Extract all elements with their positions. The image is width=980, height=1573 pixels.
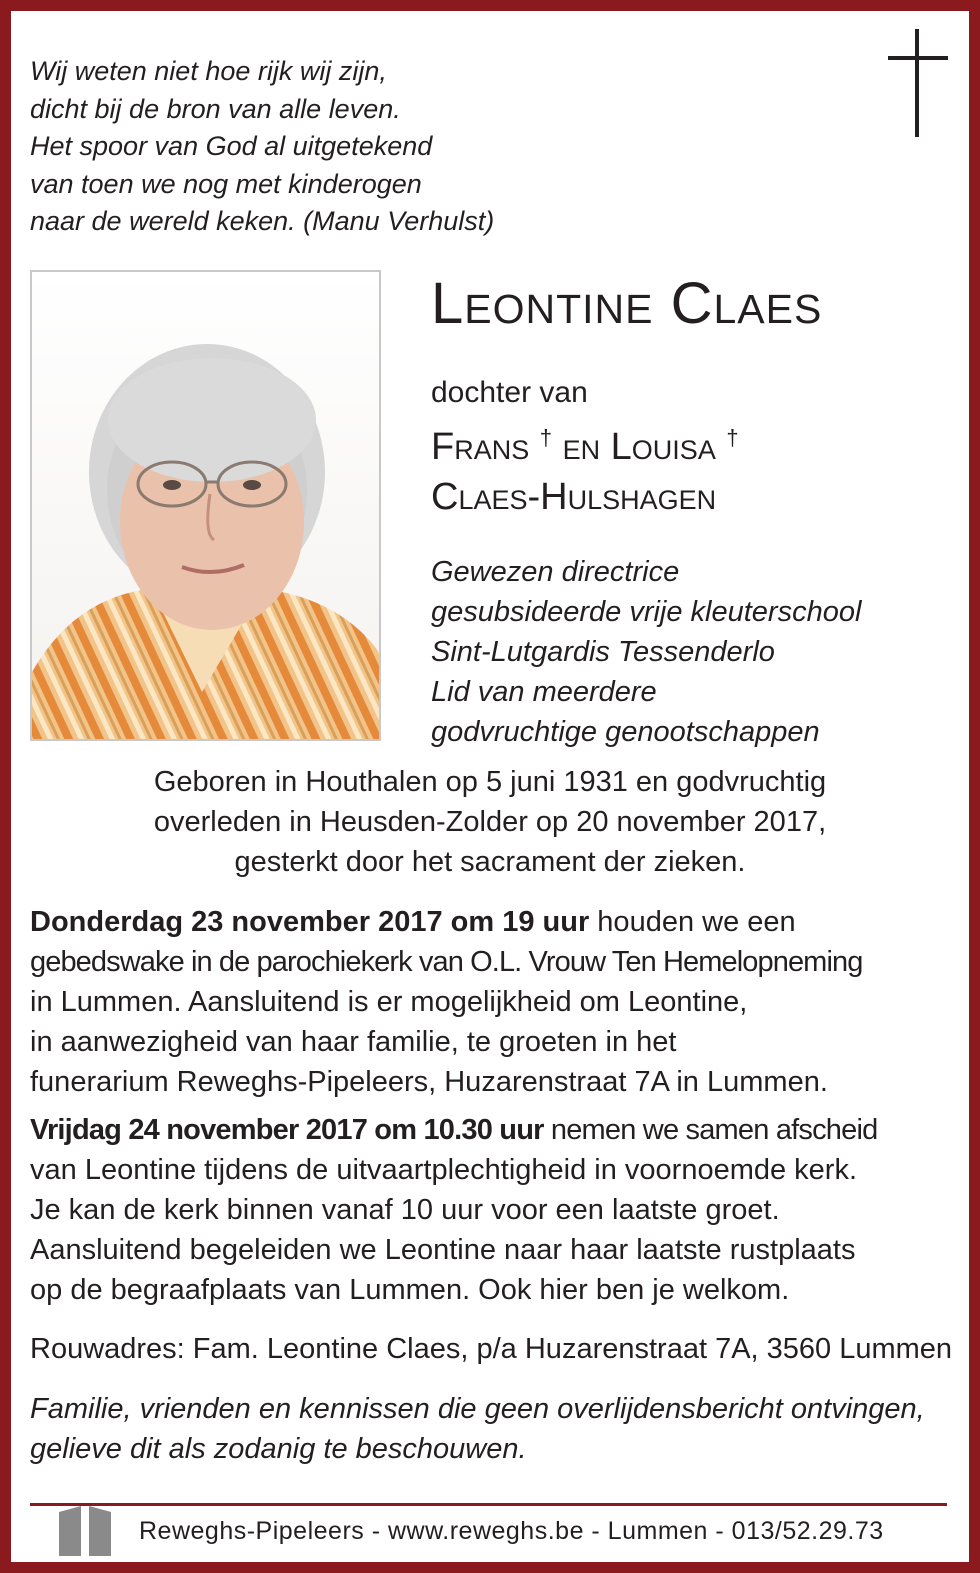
closing-note — [30, 1389, 952, 1469]
poem-line: van toen we nog met kinderogen — [30, 168, 422, 199]
funeral-home-logo-icon — [57, 1502, 113, 1558]
wake-text: funerarium Reweghs-Pipeleers, Huzarenstraat 7A in Lummen. — [30, 1066, 828, 1098]
address — [30, 1329, 952, 1369]
function-description — [431, 552, 861, 752]
parents — [431, 413, 739, 522]
funeral-text: van Leontine tijdens de uitvaartplechtigheid in voornoemde kerk. — [30, 1154, 858, 1186]
poem-line: Het spoor van God al uitgetekend — [30, 131, 433, 162]
mother-name: en Louisa — [562, 426, 716, 468]
funeral-text: nemen we samen afscheid — [543, 1114, 878, 1146]
dagger-icon: † — [726, 425, 739, 450]
wake-date: Donderdag 23 november 2017 om 19 uur — [30, 906, 590, 938]
wake-text: houden we een — [589, 906, 796, 938]
footer-divider — [30, 1503, 947, 1506]
function-line: Lid van meerdere — [431, 676, 657, 708]
function-line: Sint-Lutgardis Tessenderlo — [431, 636, 775, 668]
relation-label: dochter van — [431, 376, 588, 409]
portrait-illustration — [32, 272, 379, 739]
cross-icon — [888, 29, 948, 137]
born-line: gesterkt door het sacrament der zieken. — [234, 846, 746, 878]
wake-paragraph — [30, 902, 952, 1102]
footer-contact: Reweghs-Pipeleers - www.reweghs.be - Lummen - 013/52.29.73 — [139, 1517, 884, 1545]
poem-line: Wij weten niet hoe rijk wij zijn, — [30, 56, 387, 86]
funeral-text: Je kan de kerk binnen vanaf 10 uur voor een laatste groet. — [30, 1194, 780, 1226]
funeral-date: Vrijdag 24 november 2017 om 10.30 uur — [30, 1114, 544, 1146]
portrait-photo — [30, 270, 381, 741]
poem — [30, 53, 494, 241]
function-line: Gewezen directrice — [431, 556, 680, 588]
function-line: gesubsideerde vrije kleuterschool — [431, 596, 862, 628]
poem-line: naar de wereld keken. (Manu Verhulst) — [30, 206, 495, 237]
address-line: Rouwadres: Fam. Leontine Claes, p/a Huzarenstraat 7A, 3560 Lummen — [30, 1333, 953, 1365]
closing-line: gelieve dit als zodanig te beschouwen. — [30, 1433, 527, 1465]
born-line: Geboren in Houthalen op 5 juni 1931 en godvruchtig — [153, 766, 827, 798]
wake-text: in aanwezigheid van haar familie, te groeten in het — [30, 1026, 677, 1058]
funeral-paragraph — [30, 1110, 952, 1310]
funeral-text: op de begraafplaats van Lummen. Ook hier ben je welkom. — [30, 1274, 790, 1306]
wake-text: gebedswake in de parochiekerk van O.L. Vrouw Ten Hemelopneming — [30, 946, 863, 978]
father-name: Frans — [431, 426, 530, 468]
dagger-icon: † — [539, 425, 553, 450]
funeral-text: Aansluitend begeleiden we Leontine naar haar laatste rustplaats — [30, 1234, 856, 1266]
born-line: overleden in Heusden-Zolder op 20 november 2017, — [153, 806, 827, 838]
function-line: godvruchtige genootschappen — [431, 716, 820, 748]
deceased-name: Leontine Claes — [431, 271, 823, 336]
closing-line: Familie, vrienden en kennissen die geen overlijdensbericht ontvingen, — [30, 1393, 925, 1425]
wake-text: in Lummen. Aansluitend is er mogelijkheid om Leontine, — [30, 986, 748, 1018]
poem-line: dicht bij de bron van alle leven. — [30, 93, 401, 124]
parents-surname: Claes-Hulshagen — [431, 476, 717, 518]
birth-death-info — [30, 762, 950, 882]
